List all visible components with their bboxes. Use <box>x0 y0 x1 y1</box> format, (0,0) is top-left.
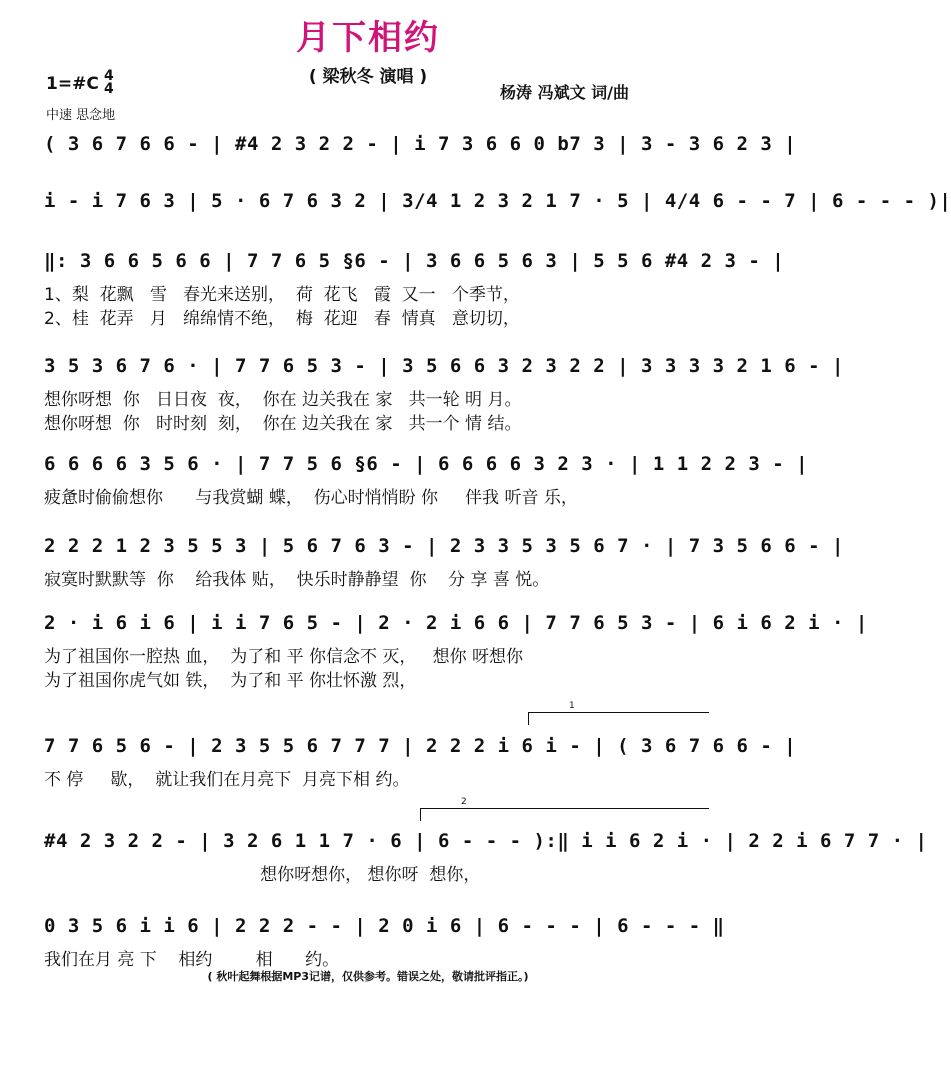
authors-credit: 杨涛 冯斌文 词/曲 <box>500 83 629 102</box>
tempo-marking: 中速 思念地 <box>46 108 116 123</box>
lyric-line: 为了祖国你虎气如 铁， 为了和 平 你壮怀激 烈， <box>44 671 417 691</box>
notation-line: 2 2 2 1 2 3 5 5 3 | 5 6 7 6 3 - | 2 3 3 5 3 5 6 7 · | 7 3 5 6 6 - | <box>44 535 844 557</box>
singer-credit: ( 梁秋冬 演唱 ) <box>308 67 428 87</box>
notation-line: ‖: 3 6 6 5 6 6 | 7 7 6 5 §6 - | 3 6 6 5 6 3 | 5 5 6 #4 2 3 - | <box>44 250 785 272</box>
lyric-line: 疲惫时偷偷想你 与我赏蝴 蝶， 伤心时悄悄盼 你 伴我 听音 乐， <box>44 488 578 508</box>
volta-2: 2 <box>420 808 709 821</box>
key-signature: 1=#C <box>46 74 99 94</box>
lyric-line: 为了祖国你一腔热 血， 为了和 平 你信念不 灭， 想你 呀想你 <box>44 647 524 667</box>
lyric-line: 不 停 歇， 就让我们在月亮下 月亮下相 约。 <box>44 770 410 790</box>
notation-line: 3 5 3 6 7 6 · | 7 7 6 5 3 - | 3 5 6 6 3 2 3 2 2 | 3 3 3 3 2 1 6 - | <box>44 355 844 377</box>
notation-line: 2 · i 6 i 6 | i i 7 6 5 - | 2 · 2 i 6 6 | 7 7 6 5 3 - | 6 i 6 2 i · | <box>44 612 868 634</box>
notation-line: 0 3 5 6 i i 6 | 2 2 2 - - | 2 0 i 6 | 6 - - - | 6 - - - ‖ <box>44 915 725 937</box>
notation-line: i - i 7 6 3 | 5 · 6 7 6 3 2 | 3/4 1 2 3 2 1 7 · 5 | 4/4 6 - - 7 | 6 - - - )| <box>44 190 951 212</box>
lyric-line: 1、梨 花飘 雪 春光来送别， 荷 花飞 霞 又一 个季节， <box>44 285 520 305</box>
lyric-line: 想你呀想 你 时时刻 刻， 你在 边关我在 家 共一个 情 结。 <box>44 414 522 434</box>
notation-line: ( 3 6 7 6 6 - | #4 2 3 2 2 - | i 7 3 6 6 0 b7 3 | 3 - 3 6 2 3 | <box>44 133 797 155</box>
time-signature: 4 4 <box>104 68 114 97</box>
footer-note: ( 秋叶起舞根据MP3记谱，仅供参考。错误之处，敬请批评指正。) <box>207 970 529 983</box>
notation-line: 7 7 6 5 6 - | 2 3 5 5 6 7 7 7 | 2 2 2 i 6 i - | ( 3 6 7 6 6 - | <box>44 735 797 757</box>
lyric-line: 2、桂 花弄 月 绵绵情不绝， 梅 花迎 春 情真 意切切， <box>44 309 520 329</box>
notation-line: 6 6 6 6 3 5 6 · | 7 7 5 6 §6 - | 6 6 6 6 3 2 3 · | 1 1 2 2 3 - | <box>44 453 809 475</box>
song-title: 月下相约 <box>296 18 440 58</box>
lyric-line: 想你呀想你， 想你呀 想你， <box>44 865 481 885</box>
lyric-line: 我们在月 亮 下 相约 相 约。 <box>44 950 340 970</box>
notation-line: #4 2 3 2 2 - | 3 2 6 1 1 7 · 6 | 6 - - - ):‖ i i 6 2 i · | 2 2 i 6 7 7 · | <box>44 830 928 852</box>
lyric-line: 想你呀想 你 日日夜 夜， 你在 边关我在 家 共一轮 明 月。 <box>44 390 522 410</box>
lyric-line: 寂寞时默默等 你 给我体 贴， 快乐时静静望 你 分 享 喜 悦。 <box>44 570 550 590</box>
volta-1: 1 <box>528 712 709 725</box>
